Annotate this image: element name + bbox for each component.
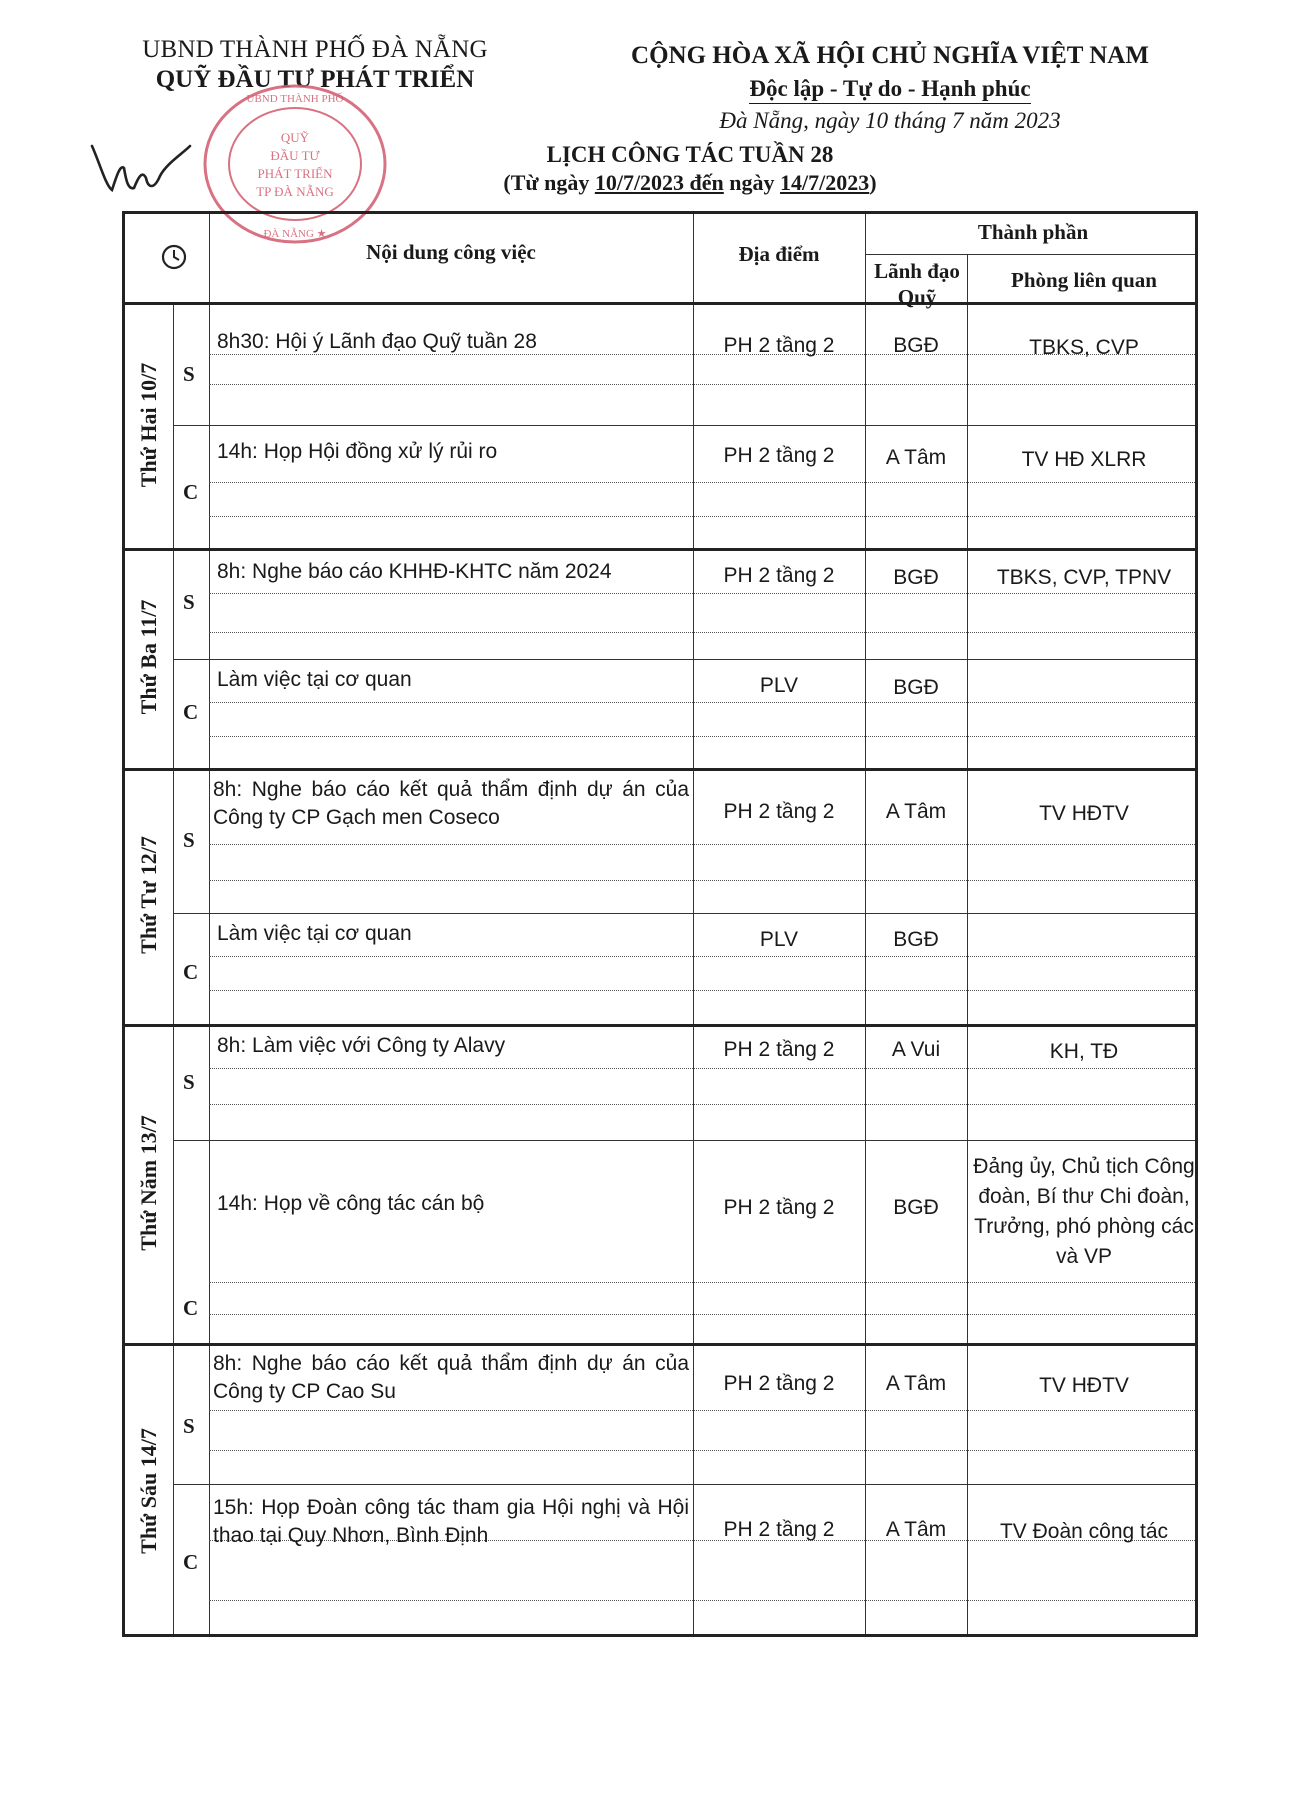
- day-label: Thứ Tư 12/7: [136, 836, 161, 954]
- org-parent: UBND THÀNH PHỐ ĐÀ NẴNG: [142, 36, 488, 63]
- task-leader: A Tâm: [885, 1372, 947, 1395]
- subtitle-mid: ngày: [723, 170, 781, 195]
- col-divider: [209, 214, 210, 1634]
- session-afternoon-label: C: [183, 1550, 199, 1574]
- task-content: 8h30: Hội ý Lãnh đạo Quỹ tuần 28: [217, 330, 537, 353]
- dotted-line: [209, 516, 1195, 517]
- task-content: 14h: Họp về công tác cán bộ: [217, 1192, 485, 1215]
- task-content: 14h: Họp Hội đồng xử lý rủi ro: [217, 440, 498, 463]
- col-divider: [865, 214, 866, 1634]
- dotted-line: [209, 1104, 1195, 1105]
- dotted-line: [209, 736, 1195, 737]
- day-divider: [125, 1024, 1195, 1027]
- header-participants: Thành phần: [977, 220, 1089, 244]
- nation-title: CỘNG HÒA XÃ HỘI CHỦ NGHĨA VIỆT NAM: [631, 42, 1149, 69]
- subtitle-date-start: 10/7/2023 đến: [594, 170, 724, 195]
- task-location: PH 2 tầng 2: [723, 1038, 835, 1061]
- dotted-line: [209, 1314, 1195, 1315]
- clock-icon: [159, 242, 189, 272]
- session-divider: [173, 1484, 1195, 1485]
- subtitle-pre: (Từ ngày: [503, 170, 595, 195]
- col-divider: [173, 304, 174, 1634]
- session-divider: [173, 659, 1195, 660]
- session-morning-label: S: [183, 1070, 195, 1094]
- dotted-line: [209, 593, 1195, 594]
- task-leader: A Tâm: [885, 1518, 947, 1541]
- task-content: 8h: Nghe báo cáo kết quả thẩm định dự án của Công ty CP Cao Su: [213, 1352, 689, 1403]
- task-leader: BGĐ: [893, 334, 939, 357]
- task-content: Làm việc tại cơ quan: [217, 668, 412, 691]
- day-divider: [125, 1343, 1195, 1346]
- task-location: PLV: [759, 928, 799, 951]
- dotted-line: [209, 1410, 1195, 1411]
- task-leader: BGĐ: [893, 928, 939, 951]
- task-departments: TV HĐ XLRR: [1021, 448, 1147, 471]
- header-location: Địa điểm: [738, 242, 820, 266]
- task-departments: TV HĐTV: [1039, 802, 1129, 825]
- page-title: LỊCH CÔNG TÁC TUẦN 28: [546, 142, 834, 167]
- day-label: Thứ Ba 11/7: [136, 599, 161, 715]
- session-morning-label: S: [183, 362, 195, 386]
- page-subtitle: [440, 170, 940, 196]
- session-divider: [173, 913, 1195, 914]
- day-divider: [125, 768, 1195, 771]
- svg-text:PHÁT TRIỂN: PHÁT TRIỂN: [257, 166, 333, 181]
- col-divider: [693, 214, 694, 1634]
- task-leader: BGĐ: [893, 566, 939, 589]
- header-departments: Phòng liên quan: [1011, 268, 1157, 292]
- title-block: [440, 142, 940, 196]
- task-leader: BGĐ: [893, 1196, 939, 1219]
- dotted-line: [209, 990, 1195, 991]
- dotted-line: [209, 956, 1195, 957]
- task-location: PH 2 tầng 2: [723, 1372, 835, 1395]
- task-departments: Đảng ủy, Chủ tịch Công đoàn, Bí thư Chi đoàn, Trưởng, phó phòng các và VP: [973, 1155, 1195, 1268]
- header-content: Nội dung công việc: [366, 240, 536, 264]
- task-departments: TBKS, CVP, TPNV: [996, 566, 1172, 589]
- header-leader: Lãnh đạo Quỹ: [874, 259, 960, 309]
- dotted-line: [209, 1600, 1195, 1601]
- task-location: PH 2 tầng 2: [723, 334, 835, 357]
- task-leader: A Tâm: [885, 800, 947, 823]
- dotted-line: [209, 632, 1195, 633]
- task-departments: TBKS, CVP: [1029, 336, 1139, 359]
- task-leader: A Tâm: [885, 446, 947, 469]
- row-divider: [865, 254, 1195, 255]
- task-content: Làm việc tại cơ quan: [217, 922, 412, 945]
- session-morning-label: S: [183, 828, 195, 852]
- task-location: PH 2 tầng 2: [723, 1518, 835, 1541]
- task-content: 8h: Nghe báo cáo KHHĐ-KHTC năm 2024: [217, 560, 612, 583]
- task-location: PLV: [759, 674, 799, 697]
- task-leader: A Vui: [891, 1038, 941, 1061]
- header-bottom-line: [125, 302, 1195, 305]
- signature-icon: [86, 134, 196, 204]
- national-header: [600, 42, 1180, 134]
- task-departments: TV Đoàn công tác: [999, 1520, 1169, 1543]
- day-label: Thứ Hai 10/7: [136, 362, 161, 488]
- task-location: PH 2 tầng 2: [723, 800, 835, 823]
- day-label: Thứ Năm 13/7: [136, 1115, 161, 1251]
- task-departments: KH, TĐ: [1049, 1040, 1119, 1063]
- task-location: PH 2 tầng 2: [723, 444, 835, 467]
- task-content: 15h: Họp Đoàn công tác tham gia Hội nghị và Hội thao tại Quy Nhơn, Bình Định: [213, 1496, 689, 1547]
- session-divider: [173, 425, 1195, 426]
- svg-text:TP ĐÀ NẴNG: TP ĐÀ NẴNG: [256, 184, 334, 199]
- schedule-table: [122, 211, 1198, 1637]
- dotted-line: [209, 1450, 1195, 1451]
- dotted-line: [209, 1068, 1195, 1069]
- dotted-line: [209, 1282, 1195, 1283]
- svg-text:UBND THÀNH PHỐ: UBND THÀNH PHỐ: [246, 93, 344, 105]
- task-location: PH 2 tầng 2: [723, 564, 835, 587]
- session-morning-label: S: [183, 1414, 195, 1438]
- dotted-line: [209, 702, 1195, 703]
- org-name: QUỸ ĐẦU TƯ PHÁT TRIỂN: [155, 66, 475, 93]
- session-afternoon-label: C: [183, 700, 199, 724]
- session-afternoon-label: C: [183, 480, 199, 504]
- dotted-line: [209, 482, 1195, 483]
- task-content: 8h: Làm việc với Công ty Alavy: [217, 1034, 506, 1057]
- session-morning-label: S: [183, 590, 195, 614]
- motto: Độc lập - Tự do - Hạnh phúc: [749, 76, 1030, 104]
- document-date: Đà Nẵng, ngày 10 tháng 7 năm 2023: [719, 108, 1061, 133]
- dotted-line: [209, 880, 1195, 881]
- task-departments: TV HĐTV: [1039, 1374, 1129, 1397]
- session-afternoon-label: C: [183, 960, 199, 984]
- subtitle-date-end: 14/7/2023: [780, 170, 870, 195]
- dotted-line: [209, 844, 1195, 845]
- day-divider: [125, 548, 1195, 551]
- day-label: Thứ Sáu 14/7: [136, 1428, 161, 1554]
- svg-text:QUỸ: QUỸ: [280, 130, 310, 145]
- svg-text:ĐÀ NẴNG ★: ĐÀ NẴNG ★: [263, 228, 327, 240]
- task-leader: BGĐ: [893, 676, 939, 699]
- subtitle-post: ): [869, 170, 877, 195]
- session-divider: [173, 1140, 1195, 1141]
- dotted-line: [209, 384, 1195, 385]
- task-content: 8h: Nghe báo cáo kết quả thẩm định dự án của Công ty CP Gạch men Coseco: [213, 778, 689, 829]
- task-location: PH 2 tầng 2: [723, 1196, 835, 1219]
- session-afternoon-label: C: [183, 1296, 199, 1320]
- svg-text:ĐẦU TƯ: ĐẦU TƯ: [270, 148, 320, 163]
